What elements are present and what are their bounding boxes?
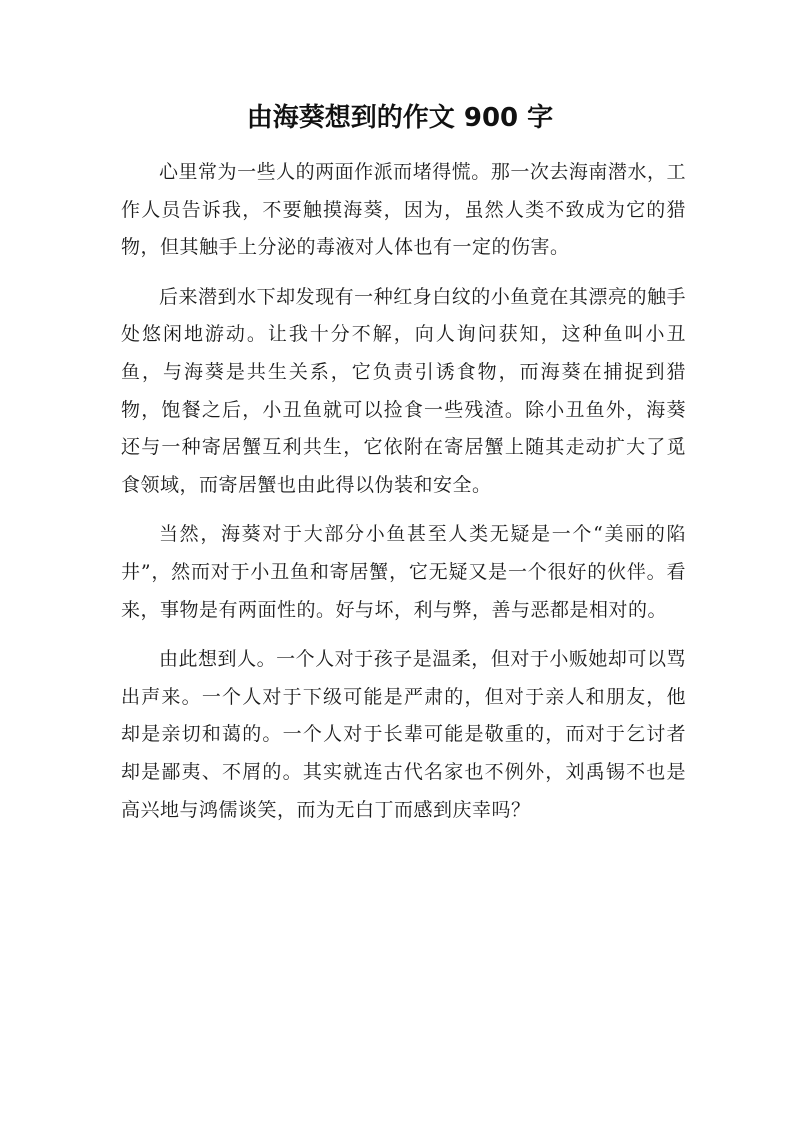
paragraph-4: 由此想到人。一个人对于孩子是温柔，但对于小贩她却可以骂出声来。一个人对于下级可能是严肃的，但对于亲人和朋友，他却是亲切和蔼的。一个人对于长辈可能是敬重的，而对于乞讨者却是鄙夷、不屑的。其实就连古代名家也不例外，刘禹锡不也是高兴地与鸿儒谈笑，而为无白丁而感到庆幸吗？ (121, 648, 686, 821)
paragraph-3: 当然，海葵对于大部分小鱼甚至人类无疑是一个“美丽的陷井”，然而对于小丑鱼和寄居蟹，它无疑又是一个很好的伙伴。看来，事物是有两面性的。好与坏，利与弊，善与恶都是相对的。 (121, 523, 686, 621)
paragraph-1: 心里常为一些人的两面作派而堵得慌。那一次去海南潜水，工作人员告诉我，不要触摸海葵，因为，虽然人类不致成为它的猎物，但其触手上分泌的毒液对人体也有一定的伤害。 (121, 161, 686, 259)
essay-body (121, 154, 686, 841)
document-title: 由海葵想到的作文 900 字 (246, 103, 554, 133)
paragraph-2: 后来潜到水下却发现有一种红身白纹的小鱼竟在其漂亮的触手处悠闲地游动。让我十分不解，向人询问获知，这种鱼叫小丑鱼，与海葵是共生关系，它负责引诱食物，而海葵在捕捉到猎物，饱餐之后，小丑鱼就可以捡食一些残渣。除小丑鱼外，海葵还与一种寄居蟹互利共生，它依附在寄居蟹上随其走动扩大了觅食领域，而寄居蟹也由此得以伪装和安全。 (121, 285, 686, 496)
